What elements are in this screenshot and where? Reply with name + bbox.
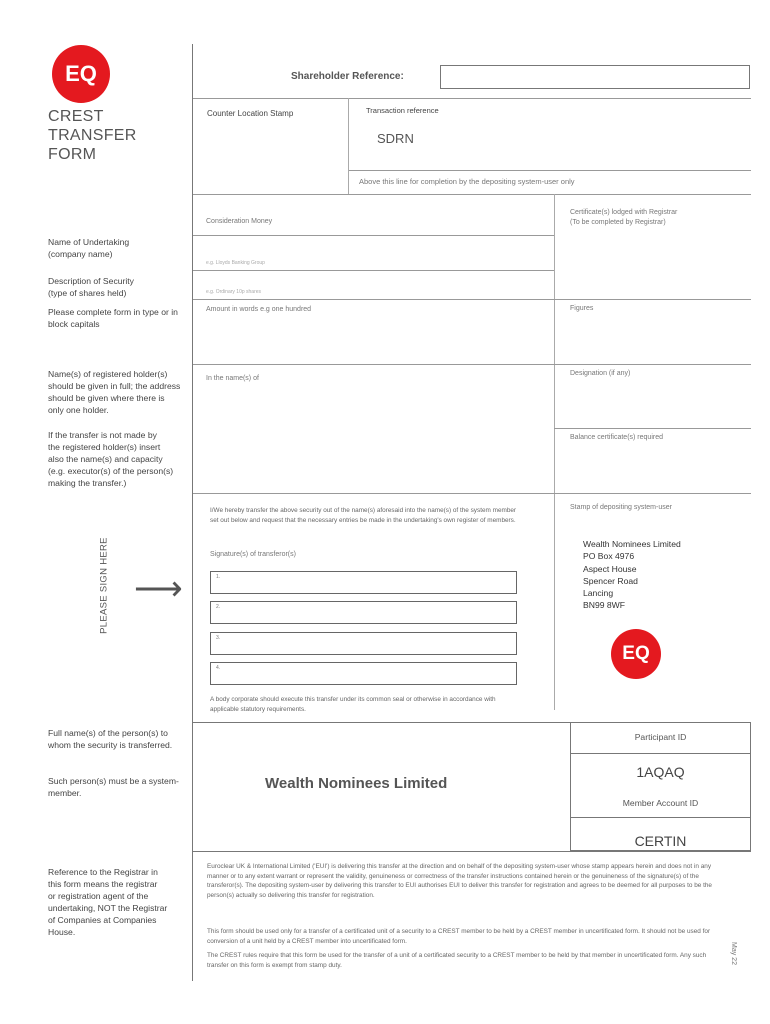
registrar-note — [48, 866, 167, 938]
undertaking-label — [48, 236, 129, 260]
label-line: (type of shares held) — [48, 288, 127, 298]
label-line: If the transfer is not made by — [48, 430, 157, 440]
signature-number: 2. — [216, 604, 221, 610]
signature-box-2[interactable] — [210, 601, 517, 624]
label-line: or registration agent of the — [48, 891, 149, 901]
label-line: should be given in full; the address — [48, 381, 181, 391]
signature-number: 3. — [216, 635, 221, 641]
version-label: May 22 — [729, 942, 737, 965]
address-line: Lancing — [583, 588, 614, 599]
security-label — [48, 275, 134, 299]
address-line: Wealth Nominees Limited — [583, 539, 681, 549]
transaction-reference-value: SDRN — [377, 131, 414, 146]
label-line: Name(s) of registered holder(s) — [48, 369, 168, 379]
label-line: (company name) — [48, 249, 113, 259]
certificates-line: Certificate(s) lodged with Registrar — [570, 209, 678, 216]
certificates-lodged — [570, 208, 677, 228]
label-line: only one holder. — [48, 405, 109, 415]
signature-number: 1. — [216, 574, 221, 580]
label-line: Such person(s) must be a system- — [48, 776, 179, 786]
label-line: Name of Undertaking — [48, 237, 130, 247]
label-line: House. — [48, 927, 76, 937]
rule-holders — [193, 364, 751, 365]
title-line: CREST — [48, 108, 104, 125]
main-divider — [192, 44, 193, 981]
amount-in-words: Amount in words e.g one hundred — [206, 306, 312, 313]
transfer-not-made-note — [48, 429, 173, 489]
certificates-line: (To be completed by Registrar) — [570, 219, 666, 226]
label-line: member. — [48, 788, 82, 798]
label-line: block capitals — [48, 319, 100, 329]
label-line: of Companies at Companies — [48, 915, 157, 925]
in-names-of: In the name(s) of — [206, 375, 259, 382]
signature-box-4[interactable] — [210, 662, 517, 685]
eq-logo: EQ — [52, 45, 110, 103]
label-line: (e.g. executor(s) of the person(s) — [48, 466, 174, 476]
label-line: Reference to the Registrar in — [48, 867, 158, 877]
transaction-reference-label: Transaction reference — [366, 106, 439, 115]
signature-number: 4. — [216, 665, 221, 671]
arrow-right-icon: ⟶ — [134, 570, 183, 608]
signature-box-3[interactable] — [210, 632, 517, 655]
label-line: making the transfer.) — [48, 478, 127, 488]
consideration-money: Consideration Money — [206, 218, 273, 225]
signature-box-1[interactable] — [210, 571, 517, 594]
header-rule — [193, 98, 751, 99]
label-line: Full name(s) of the person(s) to — [48, 728, 168, 738]
transferee-name: Wealth Nominees Limited — [265, 775, 448, 792]
security-example: e.g. Ordinary 10p shares — [206, 289, 262, 295]
designation-label: Designation (if any) — [570, 370, 631, 377]
footer-para-1: Euroclear UK & International Limited ('EUI') is delivering this transfer at the direction and on behalf of the depositing system-user whose stamp appears herein and does not in any manner or to any extent warrant or represent the validity, genuineness or correctness of the transfer instructions contained herein or the genuineness of the signature(s) of the transferor(s). The depositing system-user by delivering this transfer to EUI authorises EUI to deliver this transfer for registration and agrees to be deemed for all purposes to be the person(s) actually so delivering this transfer for registration. — [207, 863, 712, 899]
footer-para-2: This form should be used only for a transfer of a certificated unit of a security to a CREST member to be held by a CREST member in uncertificated form. It should not be used for conversion of a unit held by a CREST member into uncertificated form. — [207, 928, 711, 945]
label-line: should be given where there is — [48, 393, 165, 403]
transfer-statement: I/We hereby transfer the above security out of the name(s) aforesaid into the name(s) of the system member set out below and request that the necessary entries be made in the undertaking's own register of members. — [210, 507, 517, 524]
system-member-note — [48, 775, 179, 799]
block-capitals-note — [48, 306, 178, 330]
participant-id-value: 1AQAQ — [636, 764, 685, 780]
stamp-divider — [348, 98, 349, 194]
label-line: undertaking, NOT the Registrar — [48, 903, 168, 913]
address-line: Spencer Road — [583, 575, 638, 586]
label-line: this form means the registrar — [48, 879, 158, 889]
full-names-label — [48, 727, 172, 751]
footer-rule — [193, 851, 751, 852]
title-line: TRANSFER — [48, 127, 137, 144]
depositing-note: Above this line for completion by the depositing system-user only — [359, 177, 575, 186]
shareholder-reference-input[interactable] — [440, 65, 750, 89]
undertaking-example: e.g. Lloyds Banking Group — [206, 260, 265, 266]
address-line: BN99 8WF — [583, 600, 626, 611]
section-rule-1 — [193, 194, 751, 195]
label-line: whom the security is transferred. — [48, 740, 173, 750]
address-line: Aspect House — [583, 563, 637, 574]
rule-transfer — [193, 493, 751, 494]
title-line: FORM — [48, 146, 97, 163]
member-account-value: CERTIN — [634, 833, 687, 849]
figures-label: Figures — [570, 305, 594, 312]
participant-id-label: Participant ID — [634, 732, 687, 742]
footer-para-3: The CREST rules require that this form be used for the transfer of a unit of a certificated security to a CREST member to be held by that member in uncertificated form. Any such transfer on this form is exempt from stamp duty. — [207, 952, 707, 969]
counter-location-stamp: Counter Location Stamp — [207, 109, 294, 118]
member-account-rule — [570, 817, 751, 818]
label-line: Description of Security — [48, 276, 134, 286]
member-account-label: Member Account ID — [622, 798, 699, 808]
rule-balance — [554, 428, 751, 429]
label-line: the registered holder(s) insert — [48, 442, 161, 452]
label-line: also the name(s) and capacity — [48, 454, 163, 464]
label-line: Please complete form in type or in — [48, 307, 178, 317]
participant-rule — [570, 753, 751, 754]
depositing-rule — [349, 170, 751, 171]
rule-security — [193, 270, 554, 271]
rule-undertaking — [193, 235, 554, 236]
form-title — [48, 107, 137, 164]
shareholder-reference-label: Shareholder Reference: — [291, 71, 404, 82]
address-line: PO Box 4976 — [583, 551, 635, 562]
stamp-address — [583, 538, 681, 612]
balance-certificate-label: Balance certificate(s) required — [570, 434, 663, 441]
please-sign-here: PLEASE SIGN HERE — [98, 537, 110, 634]
holders-label — [48, 368, 180, 416]
body-corporate-note: A body corporate should execute this transfer under its common seal or otherwise in accordance with applicable statutory requirements. — [210, 696, 496, 713]
stamp-label: Stamp of depositing system-user — [570, 504, 672, 511]
eq-stamp-logo: EQ — [611, 629, 661, 679]
right-column-divider — [554, 194, 555, 710]
rule-amount — [193, 299, 751, 300]
signatures-label: Signature(s) of transferor(s) — [210, 551, 296, 558]
